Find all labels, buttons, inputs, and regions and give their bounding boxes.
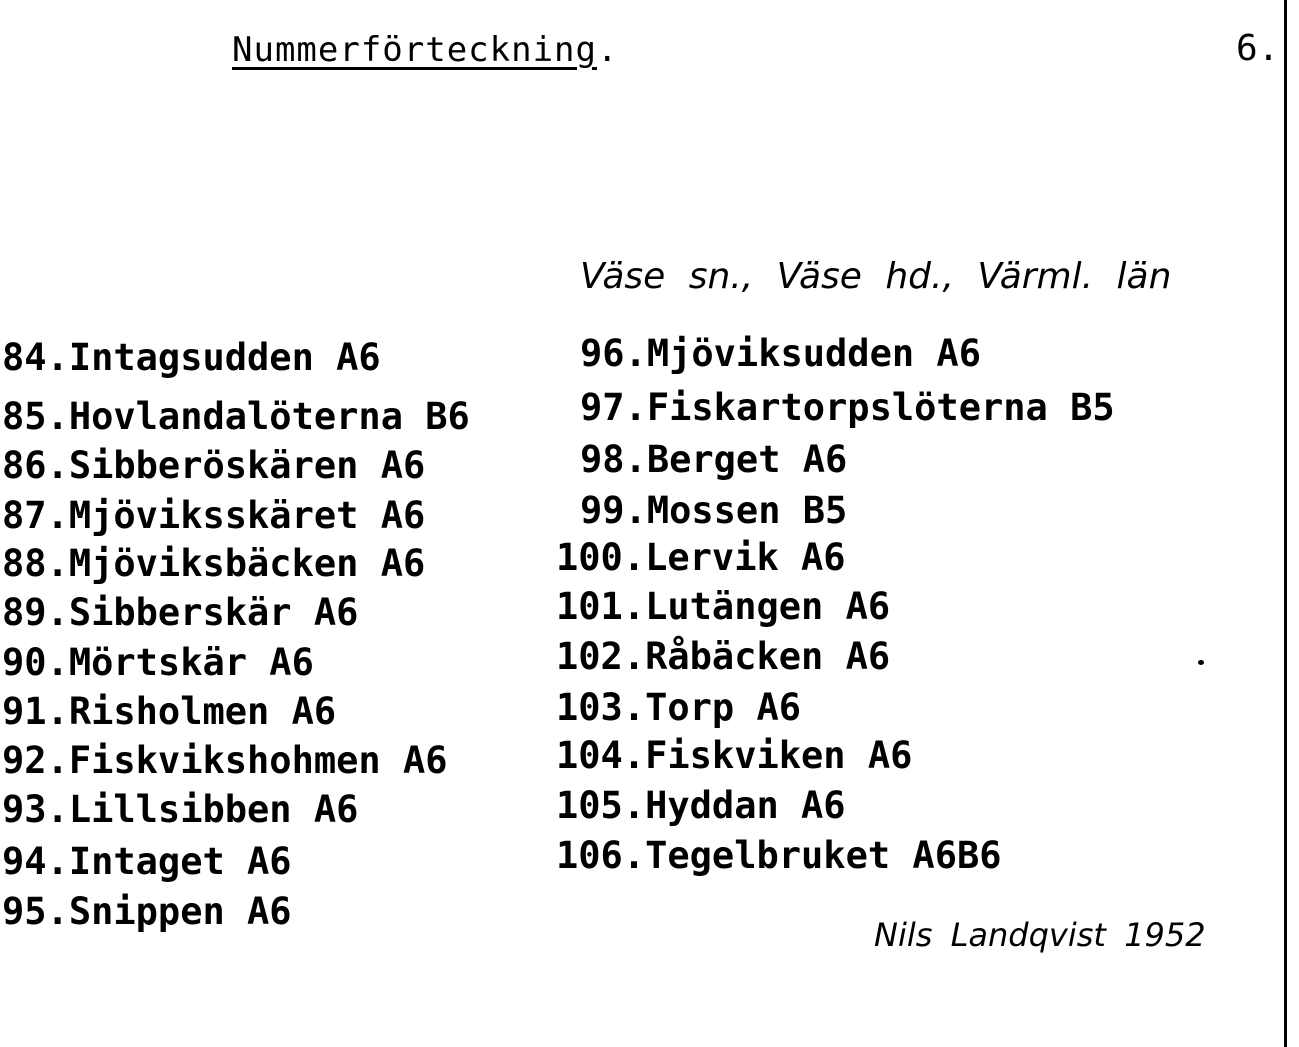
list-item: 87.Mjöviksskäret A6 — [2, 494, 426, 537]
list-item: 96.Mjöviksudden A6 — [580, 332, 981, 375]
list-item: 84.Intagsudden A6 — [2, 336, 381, 379]
list-item: 89.Sibberskär A6 — [2, 591, 359, 634]
list-item: 95.Snippen A6 — [2, 890, 292, 933]
author-signature: Nils Landqvist 1952 — [874, 916, 1206, 954]
list-item: 88.Mjöviksbäcken A6 — [2, 542, 426, 585]
page-title — [232, 30, 618, 70]
list-item: 97.Fiskartorpslöterna B5 — [580, 386, 1115, 429]
list-item: 91.Risholmen A6 — [2, 690, 337, 733]
list-item: 93.Lillsibben A6 — [2, 788, 359, 831]
list-item: 105.Hyddan A6 — [556, 784, 846, 827]
page-title-punct: . — [597, 30, 619, 70]
list-item: 103.Torp A6 — [556, 686, 802, 729]
list-item: 92.Fiskvikshohmen A6 — [2, 739, 448, 782]
page-title-text: Nummerförteckning — [232, 30, 597, 70]
region-heading: Väse sn., Väse hd., Värml. län — [580, 256, 1172, 297]
list-item: 86.Sibberöskären A6 — [2, 444, 426, 487]
list-item: 99.Mossen B5 — [580, 489, 848, 532]
list-item: 106.Tegelbruket A6B6 — [556, 834, 1002, 877]
list-item: 98.Berget A6 — [580, 438, 848, 481]
list-item: 100.Lervik A6 — [556, 536, 846, 579]
list-item: 101.Lutängen A6 — [556, 585, 891, 628]
list-item: 90.Mörtskär A6 — [2, 641, 314, 684]
card-edge-line — [1284, 0, 1287, 1047]
list-item: 94.Intaget A6 — [2, 840, 292, 883]
list-item: 104.Fiskviken A6 — [556, 734, 913, 777]
list-item: 85.Hovlandalöterna B6 — [2, 395, 470, 438]
list-item: 102.Råbäcken A6 — [556, 635, 891, 678]
page-number: 6. — [1236, 28, 1280, 69]
ink-speck — [1198, 660, 1204, 665]
